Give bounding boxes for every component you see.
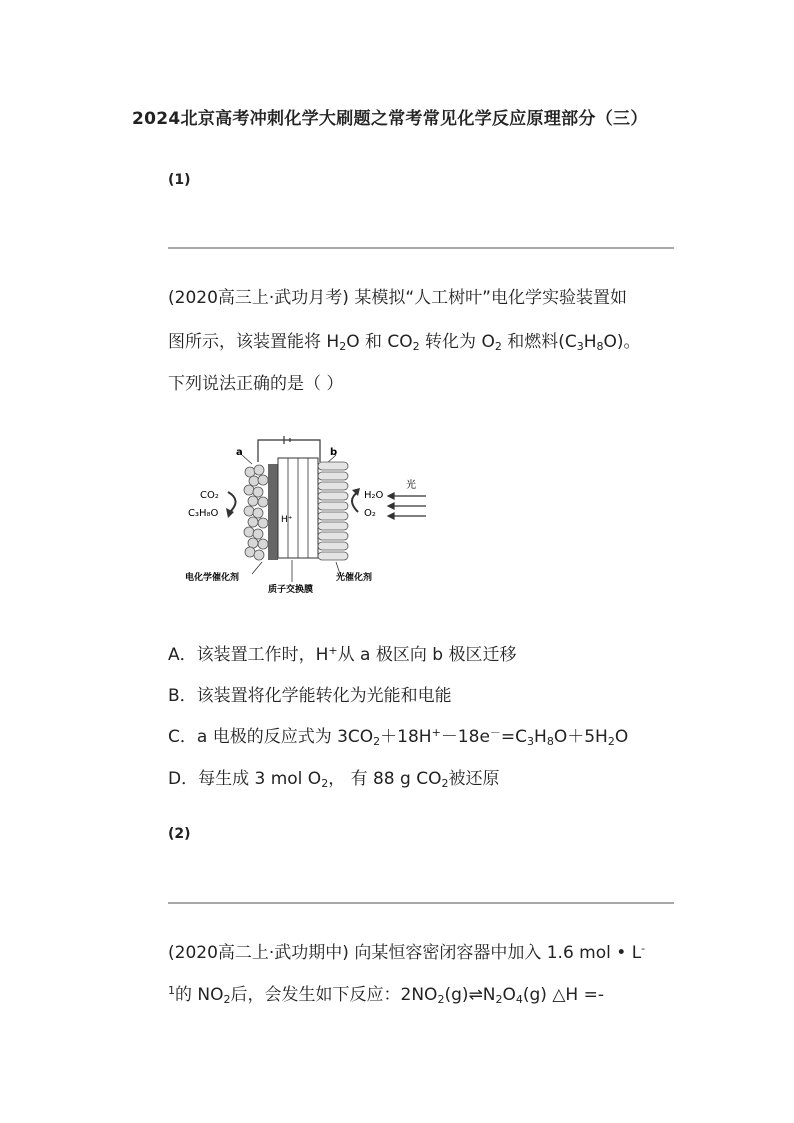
q1-stem-line1: (2020高三上·武功月考) 某模拟“人工树叶”电化学实验装置如 (168, 288, 627, 308)
question-2-number: (2) (168, 826, 191, 842)
label-h-plus: H⁺ (281, 515, 293, 525)
q1-option-a[interactable]: A．该装置工作时，H+从 a 极区向 b 极区迁移 (168, 644, 517, 665)
label-c3h8o: C₃H₈O (188, 508, 219, 519)
label-light: 光 (406, 480, 416, 491)
page-title: 2024北京高考冲刺化学大刷题之常考常见化学反应原理部分（三） (132, 109, 648, 129)
q1-option-c[interactable]: C．a 电极的反应式为 $3CO_2+18H^+-18e^-=C_3H_8O+5H_2O$ (168, 726, 629, 748)
divider-2 (168, 902, 674, 904)
label-o2: O₂ (364, 508, 376, 519)
q1-stem-line2: 图所示，该装置能将 $H_2O$ 和 $CO_2$ 转化为 $O_2$ 和燃料$(C_3H_8O)$。 (168, 332, 641, 353)
label-membrane: 质子交换膜 (268, 585, 314, 595)
q1-option-b[interactable]: B．该装置将化学能转化为光能和电能 (168, 686, 452, 706)
label-co2: CO₂ (200, 490, 219, 501)
label-electrocatalyst: 电化学催化剂 (185, 573, 240, 583)
q1-stem-line3: 下列说法正确的是（ ） (168, 374, 344, 394)
right-electrode (318, 462, 348, 560)
electrocatalyst-layer (268, 464, 278, 560)
label-h2o: H₂O (364, 490, 384, 501)
label-a: a (236, 447, 243, 458)
divider-1 (168, 247, 674, 249)
q2-stem-line2: $^1$的 $NO_2$后，会发生如下反应：$2NO_2(g)\rightleftharpoons N_2O_4(g)$ △H =- (168, 984, 604, 1006)
left-electrode (244, 465, 268, 560)
label-photocatalyst: 光催化剂 (336, 573, 373, 583)
artificial-leaf-diagram (180, 428, 440, 598)
q2-stem-line1: (2020高二上·武功期中) 向某恒容密闭容器中加入 1.6 mol • L- (168, 942, 646, 963)
q1-option-d[interactable]: D．每生成 3 mol $O_2$， 有 88 g $CO_2$被还原 (168, 769, 500, 790)
light-arrows (388, 493, 426, 519)
question-1-number: (1) (168, 172, 191, 188)
label-b: b (330, 447, 338, 458)
